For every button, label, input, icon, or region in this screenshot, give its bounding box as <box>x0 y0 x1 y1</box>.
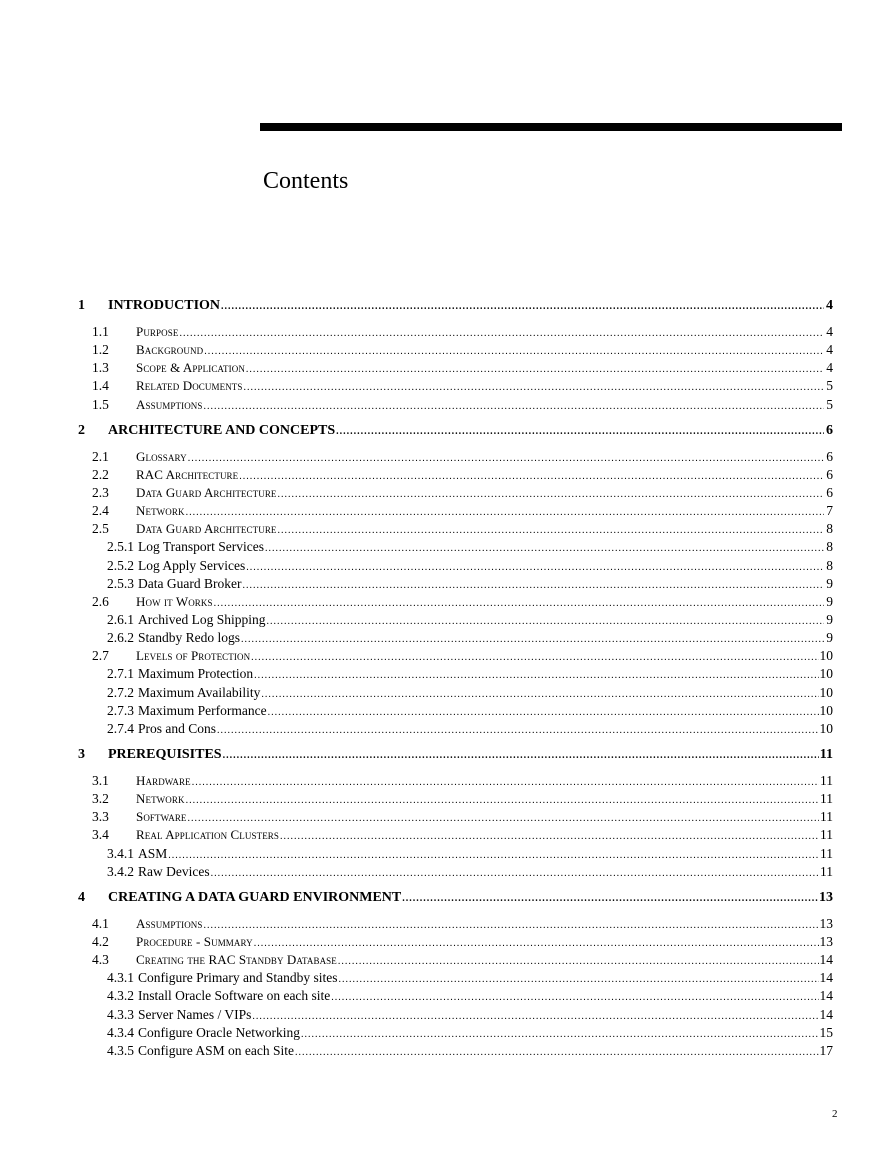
toc-entry-number: 2.6.2 <box>107 630 134 646</box>
toc-entry[interactable] <box>78 969 833 987</box>
toc-entry-number: 2.5.3 <box>107 575 134 591</box>
toc-entry-page: 14 <box>819 1006 833 1022</box>
toc-entry-label: Data Guard Architecture <box>136 484 277 500</box>
toc-entry-number: 2.5.2 <box>107 557 134 573</box>
dot-leader <box>301 1026 819 1044</box>
dot-leader <box>241 631 824 649</box>
toc-entry-page: 11 <box>820 827 833 843</box>
toc-entry[interactable] <box>78 502 833 520</box>
toc-entry-label: Network <box>136 791 185 807</box>
toc-entry-page: 10 <box>819 720 833 736</box>
page-title: Contents <box>263 168 349 194</box>
toc-entry-number: 3.4.1 <box>107 845 134 861</box>
toc-entry-number: 1.5 <box>92 396 109 412</box>
toc-entry-label: Archived Log Shipping <box>138 611 266 627</box>
toc-entry-page: 11 <box>820 809 833 825</box>
toc-entry[interactable] <box>78 538 833 556</box>
toc-entry-number: 3.3 <box>92 809 109 825</box>
toc-entry[interactable] <box>78 845 833 863</box>
dot-leader <box>204 398 824 416</box>
toc-entry[interactable] <box>78 575 833 593</box>
dot-leader <box>186 792 819 810</box>
toc-entry-number: 2.6.1 <box>107 611 134 627</box>
toc-entry-label: Software <box>136 809 187 825</box>
toc-entry-label: Maximum Performance <box>138 702 267 718</box>
toc-entry-number: 3.2 <box>92 791 109 807</box>
toc-entry-number: 2.2 <box>92 466 109 482</box>
dot-leader <box>280 828 819 846</box>
dot-leader <box>268 704 819 722</box>
toc-entry-label: Data Guard Architecture <box>136 521 277 537</box>
toc-entry[interactable] <box>78 448 833 466</box>
toc-entry-label: Assumptions <box>136 915 203 931</box>
toc-entry[interactable] <box>78 484 833 502</box>
toc-entry[interactable] <box>78 396 833 414</box>
toc-entry-label: Creating the RAC Standby Database <box>136 952 337 968</box>
toc-entry-label: Maximum Availability <box>138 684 261 700</box>
page-number: 2 <box>832 1108 838 1120</box>
toc-entry-label: Assumptions <box>136 396 203 412</box>
toc-entry-label: Standby Redo logs <box>138 630 241 646</box>
toc-entry-page: 10 <box>819 666 833 682</box>
toc-entry-number: 4.3.1 <box>107 970 134 986</box>
toc-entry-number: 1.3 <box>92 360 109 376</box>
toc-entry-number: 4.2 <box>92 933 109 949</box>
dot-leader <box>204 343 824 361</box>
toc-entry-number: 1.2 <box>92 342 109 358</box>
dot-leader <box>204 917 819 935</box>
dot-leader <box>278 522 824 540</box>
dot-leader <box>188 810 819 828</box>
toc-entry-label: Related Documents <box>136 378 243 394</box>
dot-leader <box>214 595 824 613</box>
toc-entry-label: Log Transport Services <box>138 539 264 555</box>
toc-entry[interactable] <box>78 1024 833 1042</box>
toc-entry-number: 2.5.1 <box>107 539 134 555</box>
toc-entry[interactable] <box>78 772 833 790</box>
toc-entry-page: 14 <box>819 970 833 986</box>
toc-entry-page: 17 <box>819 1042 833 1058</box>
toc-entry[interactable] <box>78 933 833 951</box>
toc-entry-number: 4.3.3 <box>107 1006 134 1022</box>
toc-entry-number: 2.7.3 <box>107 702 134 718</box>
dot-leader <box>211 865 819 883</box>
toc-entry-number: 2.5 <box>92 521 109 537</box>
toc-entry-page: 15 <box>819 1024 833 1040</box>
dot-leader <box>338 971 818 989</box>
dot-leader <box>221 298 824 316</box>
toc-entry[interactable] <box>78 647 833 665</box>
dot-leader <box>252 1008 818 1026</box>
toc-entry-label: Levels of Protection <box>136 648 251 664</box>
dot-leader <box>295 1044 819 1062</box>
toc-entry-number: 1.4 <box>92 378 109 394</box>
toc-entry-label: RAC Architecture <box>136 466 239 482</box>
toc-entry-number: 3.1 <box>92 772 109 788</box>
dot-leader <box>265 540 824 558</box>
toc-entry-page: 13 <box>819 933 833 949</box>
dot-leader <box>402 890 818 908</box>
toc-entry-number: 3 <box>78 746 85 762</box>
toc-entry-page: 10 <box>819 684 833 700</box>
toc-entry-label: Procedure - Summary <box>136 933 253 949</box>
toc-entry-number: 2.7.4 <box>107 720 134 736</box>
toc-entry-page: 5 <box>826 378 833 394</box>
dot-leader <box>261 686 818 704</box>
toc-entry[interactable] <box>78 297 833 317</box>
toc-entry[interactable] <box>78 702 833 720</box>
toc-entry-label: Configure ASM on each Site <box>138 1042 294 1058</box>
toc-entry-label: Pros and Cons <box>138 720 217 736</box>
toc-entry-number: 4.3.5 <box>107 1042 134 1058</box>
dot-leader <box>244 379 824 397</box>
toc-entry-page: 14 <box>819 952 833 968</box>
toc-entry-label: Raw Devices <box>138 863 210 879</box>
toc-entry[interactable] <box>78 746 833 766</box>
toc-entry-page: 9 <box>826 575 833 591</box>
toc-entry[interactable] <box>78 1006 833 1024</box>
dot-leader <box>251 649 818 667</box>
toc-entry[interactable] <box>78 863 833 881</box>
toc-entry-label: Network <box>136 503 185 519</box>
toc-entry-label: Hardware <box>136 772 191 788</box>
toc-entry-number: 4 <box>78 889 85 905</box>
dot-leader <box>188 450 824 468</box>
dot-leader <box>246 559 824 577</box>
toc-entry-page: 11 <box>820 791 833 807</box>
toc-entry-page: 6 <box>826 422 833 438</box>
toc-entry-page: 10 <box>819 648 833 664</box>
dot-leader <box>242 577 824 595</box>
toc-entry-number: 4.3.2 <box>107 988 134 1004</box>
toc-entry-label: Configure Oracle Networking <box>138 1024 300 1040</box>
toc-entry-label: Glossary <box>136 448 187 464</box>
dot-leader <box>278 486 824 504</box>
toc-entry-number: 2 <box>78 422 85 438</box>
toc-entry-label: Purpose <box>136 324 179 339</box>
header-rule <box>260 123 842 131</box>
toc-entry-number: 2.7.2 <box>107 684 134 700</box>
toc-entry-page: 6 <box>826 484 833 500</box>
dot-leader <box>223 747 819 765</box>
toc-entry[interactable] <box>78 557 833 575</box>
dot-leader <box>246 361 824 379</box>
toc-entry[interactable] <box>78 665 833 683</box>
toc-entry-page: 4 <box>826 324 833 339</box>
table-of-contents <box>78 297 833 1060</box>
toc-entry-number: 3.4 <box>92 827 109 843</box>
toc-entry-label: ARCHITECTURE AND CONCEPTS <box>108 422 336 438</box>
dot-leader <box>192 774 819 792</box>
toc-entry[interactable] <box>78 889 833 909</box>
toc-entry-page: 11 <box>819 746 833 762</box>
toc-entry[interactable] <box>78 790 833 808</box>
toc-entry-page: 6 <box>826 448 833 464</box>
toc-entry-page: 7 <box>826 503 833 519</box>
toc-entry-label: Log Apply Services <box>138 557 246 573</box>
toc-entry-label: Scope & Application <box>136 360 245 376</box>
toc-entry-page: 5 <box>826 396 833 412</box>
toc-entry[interactable] <box>78 323 833 341</box>
toc-entry-page: 9 <box>826 593 833 609</box>
toc-entry-page: 11 <box>820 772 833 788</box>
toc-entry-number: 4.3.4 <box>107 1024 134 1040</box>
toc-entry-label: Background <box>136 342 204 358</box>
toc-entry-label: Real Application Clusters <box>136 827 280 843</box>
toc-entry[interactable] <box>78 611 833 629</box>
toc-entry-label: CREATING A DATA GUARD ENVIRONMENT <box>108 889 402 905</box>
toc-entry-page: 10 <box>819 702 833 718</box>
toc-entry[interactable] <box>78 826 833 844</box>
toc-entry-label: Data Guard Broker <box>138 575 242 591</box>
toc-entry-page: 6 <box>826 466 833 482</box>
toc-entry-page: 13 <box>819 889 833 905</box>
toc-entry[interactable] <box>78 377 833 395</box>
toc-entry[interactable] <box>78 720 833 738</box>
toc-entry-page: 9 <box>826 630 833 646</box>
dot-leader <box>186 504 824 522</box>
toc-entry[interactable] <box>78 987 833 1005</box>
toc-entry-number: 2.4 <box>92 503 109 519</box>
toc-entry[interactable] <box>78 359 833 377</box>
dot-leader <box>179 325 824 343</box>
toc-entry-number: 2.3 <box>92 484 109 500</box>
toc-entry-label: Server Names / VIPs <box>138 1006 252 1022</box>
dot-leader <box>267 613 825 631</box>
toc-entry-number: 1 <box>78 298 85 313</box>
toc-entry-page: 11 <box>820 845 833 861</box>
toc-entry-number: 2.1 <box>92 448 109 464</box>
toc-entry-number: 2.7 <box>92 648 109 664</box>
dot-leader <box>336 423 824 441</box>
toc-entry-label: INTRODUCTION <box>108 298 221 313</box>
dot-leader <box>168 847 819 865</box>
toc-entry[interactable] <box>78 341 833 359</box>
toc-entry-number: 2.6 <box>92 593 109 609</box>
toc-entry-page: 8 <box>826 521 833 537</box>
dot-leader <box>254 667 818 685</box>
dot-leader <box>338 953 819 971</box>
toc-entry-label: Configure Primary and Standby sites <box>138 970 338 986</box>
toc-entry[interactable] <box>78 593 833 611</box>
toc-entry[interactable] <box>78 1042 833 1060</box>
toc-entry-label: ASM <box>138 845 168 861</box>
toc-entry[interactable] <box>78 466 833 484</box>
toc-entry-number: 1.1 <box>92 324 109 339</box>
toc-entry-label: PREREQUISITES <box>108 746 222 762</box>
toc-entry-number: 2.7.1 <box>107 666 134 682</box>
toc-entry-label: How it Works <box>136 593 213 609</box>
dot-leader <box>217 722 818 740</box>
toc-entry-page: 4 <box>826 298 833 313</box>
toc-entry[interactable] <box>78 520 833 538</box>
toc-entry-label: Maximum Protection <box>138 666 254 682</box>
toc-entry-page: 8 <box>826 557 833 573</box>
toc-entry-page: 4 <box>826 342 833 358</box>
dot-leader <box>254 935 819 953</box>
toc-entry-page: 11 <box>820 863 833 879</box>
toc-entry-page: 8 <box>826 539 833 555</box>
toc-entry[interactable] <box>78 808 833 826</box>
toc-entry[interactable] <box>78 951 833 969</box>
toc-entry[interactable] <box>78 915 833 933</box>
toc-entry-number: 4.3 <box>92 952 109 968</box>
toc-entry[interactable] <box>78 422 833 442</box>
toc-entry-page: 4 <box>826 360 833 376</box>
toc-entry-number: 4.1 <box>92 915 109 931</box>
toc-entry-page: 9 <box>826 611 833 627</box>
toc-entry-page: 14 <box>819 988 833 1004</box>
toc-entry-label: Install Oracle Software on each site <box>138 988 331 1004</box>
toc-entry-number: 3.4.2 <box>107 863 134 879</box>
dot-leader <box>331 989 818 1007</box>
toc-entry-page: 13 <box>819 915 833 931</box>
toc-entry[interactable] <box>78 629 833 647</box>
dot-leader <box>239 468 824 486</box>
toc-entry[interactable] <box>78 684 833 702</box>
